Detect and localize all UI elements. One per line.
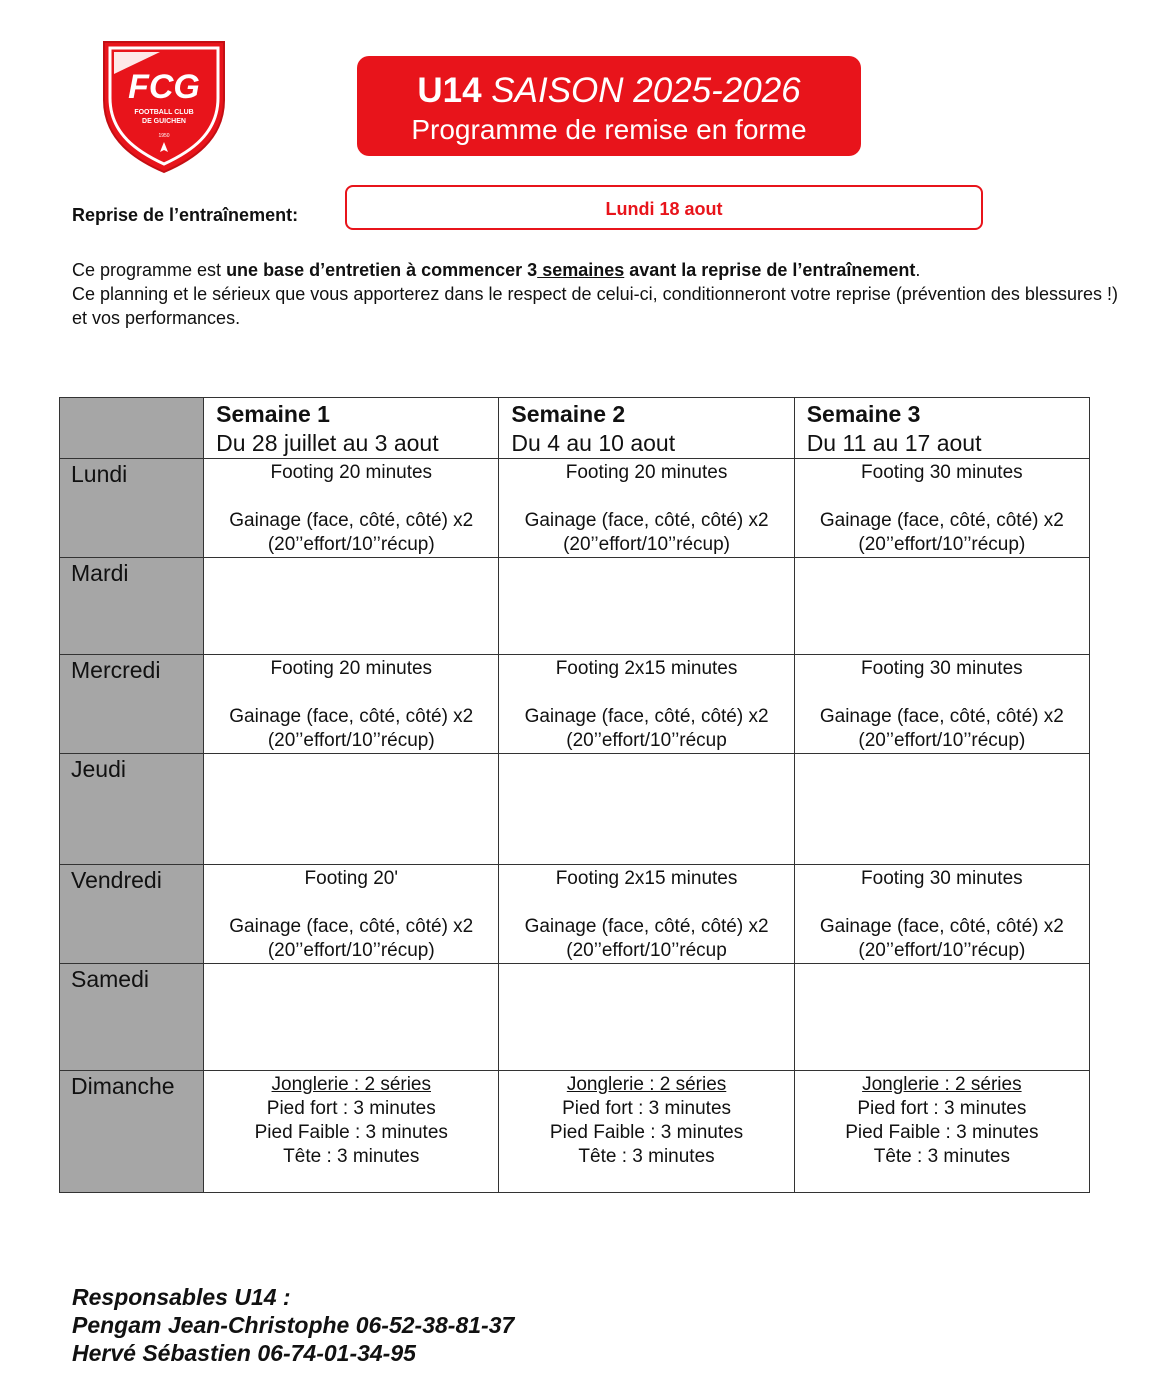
schedule-cell [499, 459, 794, 558]
schedule-cell [794, 865, 1089, 964]
spacer [204, 681, 498, 705]
footing-text: Footing 20 minutes [270, 462, 433, 483]
jonglerie-line: Pied Faible : 3 minutes [254, 1122, 448, 1143]
day-row [60, 964, 1090, 1071]
footer-title: Responsables U14 : [72, 1284, 291, 1310]
gainage-text: Gainage (face, côté, côté) x2 [524, 510, 769, 531]
spacer [204, 891, 498, 915]
schedule-cell [204, 655, 499, 754]
gainage-text: Gainage (face, côté, côté) x2 [229, 916, 474, 937]
intro-line-1 [72, 258, 1118, 282]
week-dates: Du 28 juillet au 3 aout [216, 430, 439, 456]
jonglerie-line: Tête : 3 minutes [873, 1146, 1010, 1167]
schedule-cell [794, 558, 1089, 655]
jonglerie-line: Pied fort : 3 minutes [857, 1098, 1027, 1119]
spacer [499, 681, 793, 705]
jonglerie-title: Jonglerie : 2 séries [271, 1074, 431, 1095]
season-label: SAISON 2025-2026 [491, 71, 801, 110]
gainage-text: Gainage (face, côté, côté) x2 [819, 510, 1064, 531]
schedule-cell [204, 459, 499, 558]
reprise-date: Lundi 18 aout [605, 199, 723, 219]
schedule-cell [499, 558, 794, 655]
title-line [357, 71, 861, 111]
footing-text: Footing 2x15 minutes [555, 868, 738, 889]
spacer [499, 485, 793, 509]
gainage-text: Gainage (face, côté, côté) x2 [229, 510, 474, 531]
schedule-cell [794, 964, 1089, 1071]
schedule-cell [204, 964, 499, 1071]
effort-detail: (20’’effort/10’’récup [566, 730, 727, 751]
gainage-text: Gainage (face, côté, côté) x2 [819, 706, 1064, 727]
footing-text: Footing 30 minutes [861, 462, 1023, 483]
schedule-cell [499, 655, 794, 754]
contact-line: Hervé Sébastien 06-74-01-34-95 [72, 1340, 416, 1366]
title-banner [357, 56, 861, 156]
day-row [60, 865, 1090, 964]
intro-text: Ce programme est [72, 260, 227, 280]
category-label: U14 [417, 71, 482, 110]
footing-text: Footing 30 minutes [861, 868, 1023, 889]
jonglerie-title: Jonglerie : 2 séries [862, 1074, 1022, 1095]
schedule-cell [499, 1071, 794, 1193]
reprise-label: Reprise de l’entraînement: [72, 205, 299, 225]
day-row [60, 558, 1090, 655]
jonglerie-line: Pied fort : 3 minutes [562, 1098, 732, 1119]
corner-cell [60, 398, 204, 459]
program-subtitle: Programme de remise en forme [411, 114, 807, 145]
week-dates: Du 4 au 10 aout [511, 430, 676, 456]
day-label: Samedi [60, 964, 204, 1071]
day-row [60, 1071, 1090, 1193]
club-crest-icon [100, 40, 228, 174]
day-label: Jeudi [60, 754, 204, 865]
footing-text: Footing 30 minutes [861, 658, 1023, 679]
effort-detail: (20’’effort/10’’récup) [858, 940, 1026, 961]
spacer [795, 485, 1089, 509]
schedule-cell [499, 865, 794, 964]
jonglerie-title: Jonglerie : 2 séries [566, 1074, 727, 1095]
footing-text: Footing 2x15 minutes [555, 658, 738, 679]
week-header [794, 398, 1089, 459]
gainage-text: Gainage (face, côté, côté) x2 [819, 916, 1064, 937]
schedule-cell [204, 865, 499, 964]
jonglerie-line: Pied Faible : 3 minutes [845, 1122, 1039, 1143]
effort-detail: (20’’effort/10’’récup) [858, 730, 1026, 751]
spacer [499, 891, 793, 915]
contact-line: Pengam Jean-Christophe 06-52-38-81-37 [72, 1312, 515, 1338]
reprise-date-box [345, 185, 983, 230]
svg-text:DE GUICHEN: DE GUICHEN [142, 118, 186, 125]
effort-detail: (20’’effort/10’’récup) [858, 534, 1026, 555]
club-logo [100, 40, 228, 174]
intro-bold-a: une base d’entretien à commencer 3 [226, 260, 538, 280]
day-label: Vendredi [60, 865, 204, 964]
schedule-cell [204, 558, 499, 655]
week-name: Semaine 1 [216, 401, 330, 427]
spacer [795, 681, 1089, 705]
intro-paragraph [72, 258, 1118, 330]
effort-detail: (20’’effort/10’’récup) [267, 534, 435, 555]
day-label: Mercredi [60, 655, 204, 754]
schedule-cell [794, 1071, 1089, 1193]
schedule-cell [204, 754, 499, 865]
logo-year: 1950 [158, 133, 170, 139]
schedule-cell [204, 1071, 499, 1193]
week-header [204, 398, 499, 459]
schedule-cell [794, 655, 1089, 754]
intro-bold-underline: semaines [537, 260, 625, 280]
week-header-row [60, 398, 1090, 459]
day-label: Lundi [60, 459, 204, 558]
schedule-cell [499, 754, 794, 865]
week-header [499, 398, 794, 459]
day-label: Mardi [60, 558, 204, 655]
schedule-cell [794, 459, 1089, 558]
schedule-cell [794, 754, 1089, 865]
gainage-text: Gainage (face, côté, côté) x2 [524, 916, 769, 937]
gainage-text: Gainage (face, côté, côté) x2 [229, 706, 474, 727]
day-row [60, 459, 1090, 558]
intro-bold [226, 260, 915, 280]
schedule-cell [499, 964, 794, 1071]
jonglerie-line: Pied fort : 3 minutes [266, 1098, 436, 1119]
footing-text: Footing 20 minutes [565, 462, 728, 483]
week-name: Semaine 2 [511, 401, 626, 427]
gainage-text: Gainage (face, côté, côté) x2 [524, 706, 769, 727]
day-label: Dimanche [60, 1071, 204, 1193]
week-dates: Du 11 au 17 aout [806, 430, 982, 456]
effort-detail: (20’’effort/10’’récup) [563, 534, 730, 555]
day-row [60, 655, 1090, 754]
jonglerie-line: Pied Faible : 3 minutes [549, 1122, 744, 1143]
footing-text: Footing 20 minutes [270, 658, 433, 679]
jonglerie-line: Tête : 3 minutes [283, 1146, 420, 1167]
day-row [60, 754, 1090, 865]
intro-line-2: Ce planning et le sérieux que vous apporterez dans le respect de celui-ci, conditionneront votre reprise (prévention des blessures !) et vos performances. [72, 284, 1118, 328]
logo-monogram: FCG [128, 68, 200, 106]
effort-detail: (20’’effort/10’’récup) [267, 940, 435, 961]
intro-bold-b: avant la reprise de l’entraînement [624, 260, 916, 280]
effort-detail: (20’’effort/10’’récup) [267, 730, 435, 751]
effort-detail: (20’’effort/10’’récup [566, 940, 727, 961]
contacts-footer [72, 1283, 514, 1367]
training-schedule-table [59, 397, 1090, 1193]
footing-text: Footing 20' [304, 868, 398, 889]
intro-end: . [915, 260, 921, 280]
jonglerie-line: Tête : 3 minutes [578, 1146, 715, 1167]
svg-text:FOOTBALL CLUB: FOOTBALL CLUB [134, 109, 194, 116]
spacer [204, 485, 498, 509]
week-name: Semaine 3 [806, 401, 921, 427]
spacer [795, 891, 1089, 915]
